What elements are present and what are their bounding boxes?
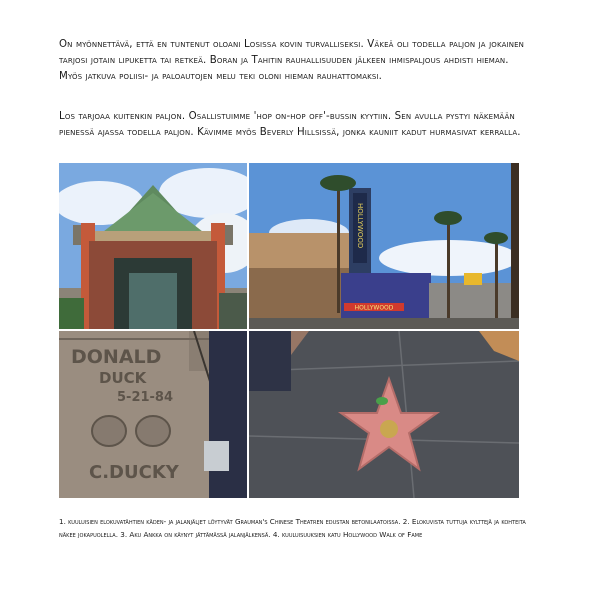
- hollywood-marquee: HOLLYWOOD: [354, 304, 394, 312]
- slab-text-signature: C.DUCKY: [89, 462, 179, 483]
- photo-chinese-theatre: [59, 163, 247, 329]
- intro-paragraph-2: Los tarjoaa kuitenkin paljon. Osallistuimme 'hop on-hop off'-bussin kyytiin. Sen avulla pystyi näkemään pienessä ajassa todella paljon. Kävimme myös Beverly Hillsissä, jonka kauniit kadut hurmasivat kerralla.: [59, 111, 521, 138]
- photo-caption: 1. kuuluisien elokuvatähtien käden- ja jalanjäljet löytyvät Grauman's Chinese Theatren edustan betonilaatoissa. 2. Elokuvista tuttuja kylttejä ja kohteita näkee jokapuolella. 3. Aku Ankka on käynyt jättämässä jalanjälkensä. 4. kuuluisuuksien katu Hollywood Walk of Fame: [59, 517, 526, 539]
- slab-text-donald: DONALD: [71, 346, 162, 368]
- photo-donald-duck-slab: [59, 331, 247, 498]
- hollywood-building-icon: [249, 163, 519, 329]
- hollywood-vertical-sign: HOLLYWOOD: [356, 203, 364, 249]
- pagoda-icon: [59, 163, 247, 329]
- intro-paragraph-1: On myönnettävä, että en tuntenut oloani Losissa kovin turvalliseksi. Väkeä oli todella paljon ja jokainen tarjosi jotain lipuketta tai retkeä. Boran ja Tahitin rauhallisuuden jälkeen ihmispaljous ahdisti hieman. Myös jatkuva poliisi- ja paloautojen melu teki oloni hieman rauhattomaksi.: [59, 39, 525, 82]
- concrete-slab-icon: [59, 331, 247, 498]
- slab-text-duck: DUCK: [99, 369, 147, 387]
- photo-hollywood-sign-building: [249, 163, 519, 329]
- photo-walk-of-fame-star: [249, 331, 519, 498]
- slab-text-date: 5-21-84: [117, 390, 174, 405]
- star-icon: [249, 331, 519, 498]
